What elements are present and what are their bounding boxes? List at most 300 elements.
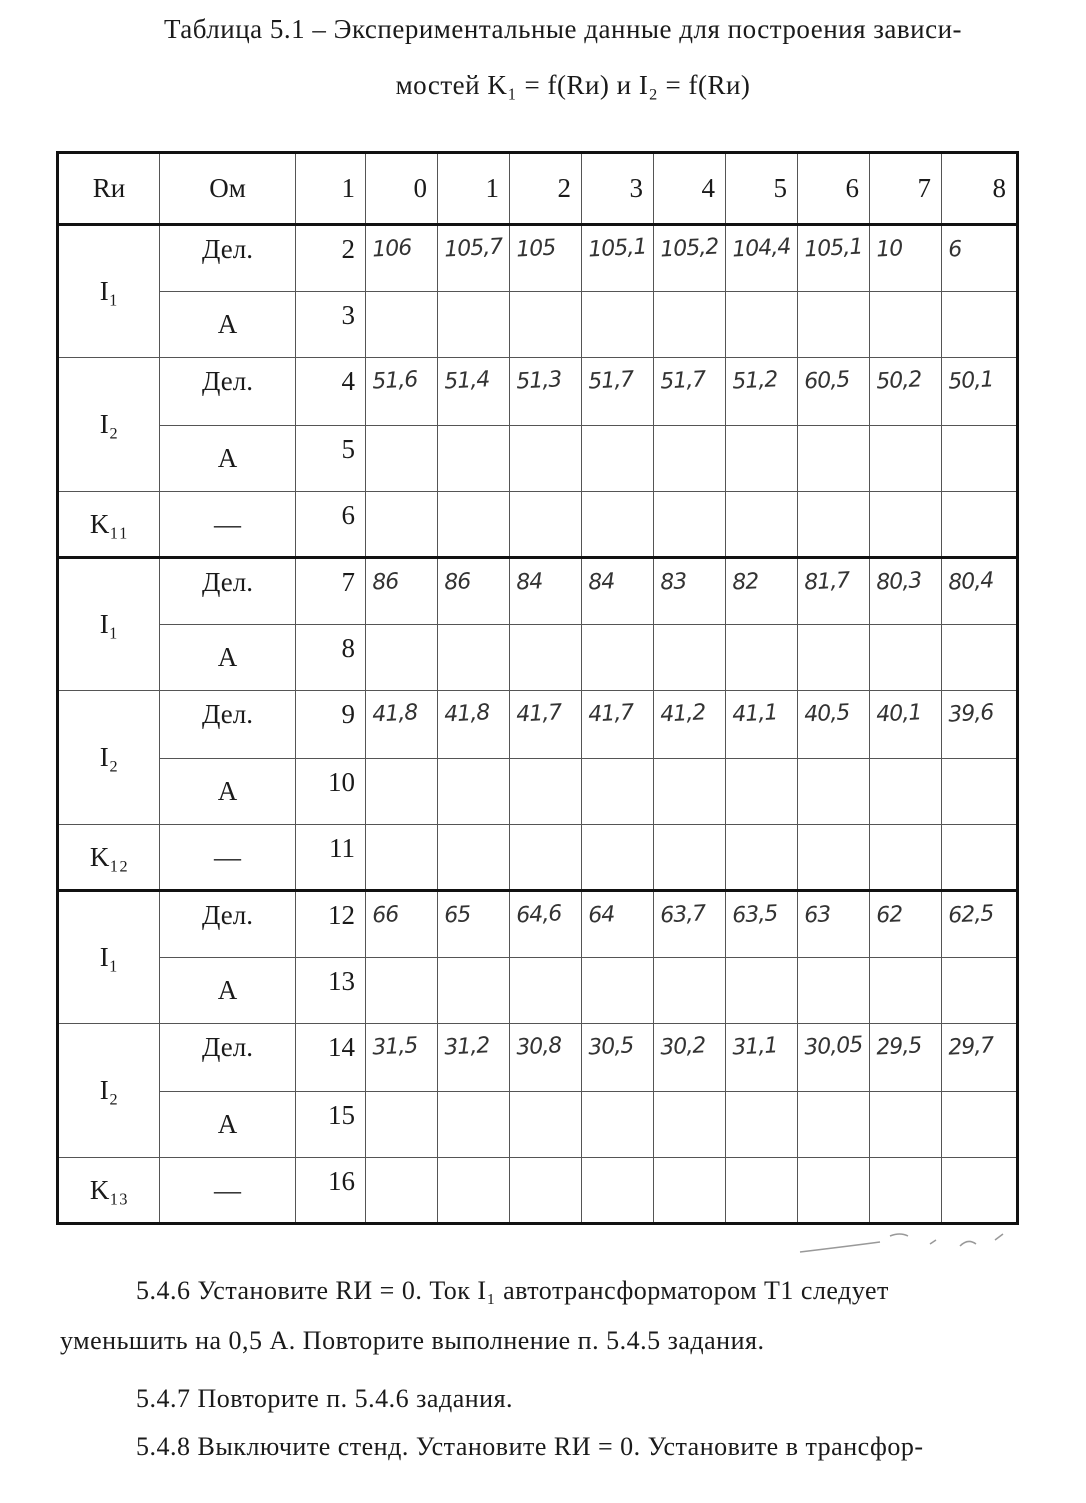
row-unit: Дел. (160, 691, 296, 759)
table-cell (438, 891, 510, 958)
handwritten-value: 65 (443, 902, 471, 929)
handwritten-value (438, 490, 509, 504)
table-cell (510, 691, 582, 759)
handwritten-value (942, 424, 1016, 438)
table-cell (438, 225, 510, 292)
pencil-scribble (790, 1222, 1030, 1262)
handwritten-value (438, 1156, 509, 1170)
handwritten-value (366, 956, 437, 970)
table-cell (438, 292, 510, 358)
row-quantity-label: I₂ (58, 1024, 160, 1158)
handwritten-value: 86 (443, 569, 471, 596)
handwritten-value: 30,8 (515, 1033, 562, 1061)
table-cell (654, 891, 726, 958)
table-cell (654, 625, 726, 691)
table-cell (438, 825, 510, 891)
table-cell (582, 292, 654, 358)
table-cell (654, 492, 726, 558)
table-cell (366, 891, 438, 958)
row-number: 16 (296, 1158, 366, 1224)
row-unit: А (160, 958, 296, 1024)
table-caption-line1: Таблица 5.1 – Экспериментальные данные для построения зависи- (163, 14, 963, 44)
handwritten-value (654, 424, 725, 438)
table-cell (582, 426, 654, 492)
handwritten-value: 51,7 (659, 367, 706, 395)
handwritten-value (870, 956, 941, 970)
handwritten-value (366, 1156, 437, 1170)
handwritten-value: 29,7 (947, 1033, 994, 1061)
handwritten-value: 29,5 (875, 1033, 922, 1061)
row-unit: А (160, 625, 296, 691)
table-row (58, 225, 1018, 292)
table-cell (510, 759, 582, 825)
table-cell (582, 891, 654, 958)
table-cell (366, 625, 438, 691)
table-cell (870, 358, 942, 426)
table-cell (654, 292, 726, 358)
table-cell (942, 492, 1018, 558)
table-cell (654, 426, 726, 492)
handwritten-value (726, 290, 797, 304)
table-cell (438, 1092, 510, 1158)
handwritten-value (870, 1156, 941, 1170)
table-cell (654, 1158, 726, 1224)
handwritten-value (366, 623, 437, 637)
table-cell (366, 292, 438, 358)
row-quantity-label: I₁ (58, 891, 160, 1024)
table-cell (870, 225, 942, 292)
handwritten-value (510, 490, 581, 504)
table-cell (366, 759, 438, 825)
row-unit: Дел. (160, 558, 296, 625)
table-cell (582, 958, 654, 1024)
table-cell (726, 691, 798, 759)
handwritten-value (438, 956, 509, 970)
handwritten-value: 105,1 (803, 234, 863, 263)
table-cell (366, 1158, 438, 1224)
table-cell (654, 825, 726, 891)
table-cell (510, 891, 582, 958)
handwritten-value (366, 1090, 437, 1104)
table-cell (654, 759, 726, 825)
handwritten-value (438, 823, 509, 837)
row-coefficient-label: K₁₃ (58, 1158, 160, 1224)
table-cell (798, 426, 870, 492)
handwritten-value (582, 757, 653, 771)
table-cell (366, 1024, 438, 1092)
table-cell (582, 1092, 654, 1158)
table-cell (654, 1024, 726, 1092)
header-rownum: 1 (296, 153, 366, 225)
table-cell (942, 292, 1018, 358)
handwritten-value: 60,5 (803, 367, 850, 395)
table-cell (726, 358, 798, 426)
table-cell (438, 1158, 510, 1224)
table-row (58, 426, 1018, 492)
table-cell (726, 426, 798, 492)
header-col: 6 (798, 153, 870, 225)
handwritten-value: 105,1 (587, 234, 647, 263)
row-unit: Дел. (160, 225, 296, 292)
handwritten-value: 64,6 (515, 901, 562, 929)
handwritten-value (798, 757, 869, 771)
handwritten-value: 86 (371, 569, 399, 596)
row-unit: А (160, 292, 296, 358)
handwritten-value: 83 (659, 569, 687, 596)
header-col: 7 (870, 153, 942, 225)
handwritten-value (582, 1156, 653, 1170)
row-number: 15 (296, 1092, 366, 1158)
handwritten-value (798, 1156, 869, 1170)
handwritten-value: 30,05 (803, 1032, 863, 1061)
table-cell (726, 625, 798, 691)
row-number: 10 (296, 759, 366, 825)
handwritten-value (654, 956, 725, 970)
table-cell (510, 625, 582, 691)
handwritten-value: 84 (587, 569, 615, 596)
handwritten-value (870, 623, 941, 637)
handwritten-value: 105,2 (659, 234, 719, 263)
row-unit: Дел. (160, 891, 296, 958)
table-cell (942, 558, 1018, 625)
table-cell (942, 1024, 1018, 1092)
handwritten-value (438, 1090, 509, 1104)
table-cell (438, 558, 510, 625)
table-cell (798, 292, 870, 358)
table-cell (366, 225, 438, 292)
table-cell (582, 691, 654, 759)
table-cell (582, 225, 654, 292)
table-cell (942, 225, 1018, 292)
table-cell (654, 558, 726, 625)
handwritten-value (510, 623, 581, 637)
row-quantity-label: I₁ (58, 558, 160, 691)
handwritten-value: 104,4 (731, 234, 791, 263)
table-cell (942, 891, 1018, 958)
handwritten-value (438, 424, 509, 438)
table-cell (870, 1024, 942, 1092)
handwritten-value (798, 490, 869, 504)
handwritten-value: 51,7 (587, 367, 634, 395)
row-quantity-label: I₂ (58, 358, 160, 492)
handwritten-value (942, 290, 1016, 304)
table-cell (798, 1024, 870, 1092)
table-cell (870, 292, 942, 358)
table-cell (870, 691, 942, 759)
row-coefficient-label: K₁₁ (58, 492, 160, 558)
table-row (58, 691, 1018, 759)
table-cell (726, 825, 798, 891)
table-cell (582, 558, 654, 625)
row-number: 9 (296, 691, 366, 759)
row-unit: Дел. (160, 1024, 296, 1092)
row-quantity-label: I₂ (58, 691, 160, 825)
table-cell (438, 958, 510, 1024)
table-cell (366, 558, 438, 625)
header-rin-label: Rи (58, 153, 160, 225)
handwritten-value: 10 (875, 236, 903, 263)
handwritten-value (726, 757, 797, 771)
table-row (58, 292, 1018, 358)
table-cell (366, 492, 438, 558)
table-cell (798, 891, 870, 958)
row-quantity-label: I₁ (58, 225, 160, 358)
handwritten-value (942, 623, 1016, 637)
handwritten-value (438, 757, 509, 771)
header-col: 5 (726, 153, 798, 225)
handwritten-value (654, 1156, 725, 1170)
handwritten-value (510, 1090, 581, 1104)
header-col: 8 (942, 153, 1018, 225)
handwritten-value (654, 757, 725, 771)
handwritten-value: 51,6 (371, 367, 418, 395)
handwritten-value: 30,2 (659, 1033, 706, 1061)
row-unit: А (160, 426, 296, 492)
table-cell (510, 426, 582, 492)
header-col: 1 (438, 153, 510, 225)
handwritten-value (798, 290, 869, 304)
handwritten-value (366, 757, 437, 771)
handwritten-value: 41,7 (587, 700, 634, 728)
table-cell (798, 225, 870, 292)
handwritten-value: 51,4 (443, 367, 490, 395)
handwritten-value: 105,7 (443, 234, 503, 263)
table-row (58, 958, 1018, 1024)
handwritten-value: 82 (731, 569, 759, 596)
table-cell (654, 358, 726, 426)
table-cell (582, 825, 654, 891)
handwritten-value (510, 956, 581, 970)
table-cell (654, 958, 726, 1024)
row-number: 6 (296, 492, 366, 558)
handwritten-value (798, 956, 869, 970)
table-cell (366, 958, 438, 1024)
row-unit: — (160, 492, 296, 558)
table-cell (438, 1024, 510, 1092)
handwritten-value: 40,5 (803, 700, 850, 728)
header-col: 4 (654, 153, 726, 225)
row-number: 13 (296, 958, 366, 1024)
table-cell (798, 358, 870, 426)
row-number: 8 (296, 625, 366, 691)
table-cell (510, 958, 582, 1024)
handwritten-value (510, 1156, 581, 1170)
handwritten-value: 50,1 (947, 367, 994, 395)
handwritten-value: 31,1 (731, 1033, 778, 1061)
header-unit-ohm: Ом (160, 153, 296, 225)
table-cell (510, 558, 582, 625)
table-cell (582, 358, 654, 426)
handwritten-value (366, 290, 437, 304)
handwritten-value: 50,2 (875, 367, 922, 395)
table-cell (942, 825, 1018, 891)
table-cell (582, 625, 654, 691)
handwritten-value: 41,1 (731, 700, 778, 728)
handwritten-value (726, 1156, 797, 1170)
table-cell (510, 358, 582, 426)
handwritten-value (366, 490, 437, 504)
handwritten-value (870, 424, 941, 438)
handwritten-value (582, 623, 653, 637)
table-cell (510, 292, 582, 358)
handwritten-value (798, 424, 869, 438)
handwritten-value (366, 823, 437, 837)
table-cell (366, 691, 438, 759)
handwritten-value (942, 757, 1016, 771)
handwritten-value (654, 290, 725, 304)
handwritten-value (510, 424, 581, 438)
table-row (58, 625, 1018, 691)
handwritten-value: 84 (515, 569, 543, 596)
handwritten-value: 81,7 (803, 568, 850, 596)
table-caption-line2: мостей K₁ = f(Rи) и I₂ = f(Rи) (395, 70, 751, 100)
table-cell (870, 891, 942, 958)
handwritten-value (798, 1090, 869, 1104)
table-cell (726, 292, 798, 358)
handwritten-value: 41,2 (659, 700, 706, 728)
handwritten-value (942, 1156, 1016, 1170)
table-cell (726, 1158, 798, 1224)
table-cell (438, 358, 510, 426)
row-number: 7 (296, 558, 366, 625)
handwritten-value: 62 (875, 902, 903, 929)
handwritten-value: 6 (947, 236, 962, 263)
handwritten-value (726, 1090, 797, 1104)
handwritten-value (870, 290, 941, 304)
handwritten-value: 63,5 (731, 901, 778, 929)
table-cell (438, 691, 510, 759)
table-cell (438, 625, 510, 691)
table-cell (870, 759, 942, 825)
row-number: 2 (296, 225, 366, 292)
handwritten-value: 63 (803, 902, 831, 929)
row-coefficient-label: K₁₂ (58, 825, 160, 891)
table-cell (582, 1158, 654, 1224)
row-number: 12 (296, 891, 366, 958)
handwritten-value: 39,6 (947, 700, 994, 728)
table-cell (798, 825, 870, 891)
table-cell (942, 1092, 1018, 1158)
handwritten-value: 80,3 (875, 568, 922, 596)
table-cell (726, 558, 798, 625)
table-cell (942, 759, 1018, 825)
table-cell (798, 1158, 870, 1224)
handwritten-value: 63,7 (659, 901, 706, 929)
handwritten-value: 41,8 (443, 700, 490, 728)
paragraph-5-4-6: 5.4.6 Установите RИ = 0. Ток I₁ автотрансформатором Т1 следует (136, 1276, 889, 1305)
table-cell (798, 492, 870, 558)
table-cell (654, 225, 726, 292)
table-cell (870, 426, 942, 492)
table-cell (942, 958, 1018, 1024)
table-row (58, 492, 1018, 558)
table-cell (438, 492, 510, 558)
handwritten-value: 105 (515, 235, 556, 263)
table-cell (798, 691, 870, 759)
table-row (58, 558, 1018, 625)
table-cell (726, 1024, 798, 1092)
row-unit: А (160, 759, 296, 825)
table-cell (366, 1092, 438, 1158)
handwritten-value (654, 623, 725, 637)
handwritten-value (942, 956, 1016, 970)
table-row (58, 759, 1018, 825)
table-cell (798, 958, 870, 1024)
handwritten-value (942, 490, 1016, 504)
handwritten-value (726, 623, 797, 637)
paragraph-5-4-6-cont: уменьшить на 0,5 А. Повторите выполнение п. 5.4.5 задания. (60, 1326, 765, 1355)
table-cell (798, 625, 870, 691)
handwritten-value (654, 1090, 725, 1104)
table-cell (654, 1092, 726, 1158)
handwritten-value (510, 290, 581, 304)
handwritten-value: 40,1 (875, 700, 922, 728)
row-number: 14 (296, 1024, 366, 1092)
paragraph-5-4-8: 5.4.8 Выключите стенд. Установите RИ = 0. Установите в трансфор- (136, 1432, 924, 1461)
table-header-row (58, 153, 1018, 225)
table-row (58, 1092, 1018, 1158)
row-number: 5 (296, 426, 366, 492)
handwritten-value: 30,5 (587, 1033, 634, 1061)
handwritten-value (870, 757, 941, 771)
handwritten-value (582, 424, 653, 438)
table-cell (510, 1092, 582, 1158)
table-cell (870, 958, 942, 1024)
table-cell (942, 358, 1018, 426)
table-cell (510, 1024, 582, 1092)
table-cell (366, 825, 438, 891)
table-cell (726, 225, 798, 292)
handwritten-value (582, 290, 653, 304)
table-cell (582, 759, 654, 825)
table-row (58, 891, 1018, 958)
table-cell (438, 759, 510, 825)
table-cell (942, 1158, 1018, 1224)
handwritten-value (870, 490, 941, 504)
header-col: 0 (366, 153, 438, 225)
table-cell (798, 1092, 870, 1158)
table-cell (870, 492, 942, 558)
handwritten-value: 31,2 (443, 1033, 490, 1061)
table-cell (942, 426, 1018, 492)
handwritten-value (726, 490, 797, 504)
handwritten-value (582, 956, 653, 970)
row-number: 4 (296, 358, 366, 426)
experimental-data-table (56, 151, 1019, 1225)
handwritten-value (438, 290, 509, 304)
row-number: 3 (296, 292, 366, 358)
table-cell (726, 492, 798, 558)
table-cell (366, 426, 438, 492)
table-cell (798, 558, 870, 625)
table-cell (510, 1158, 582, 1224)
handwritten-value (726, 956, 797, 970)
handwritten-value (726, 823, 797, 837)
table-cell (366, 358, 438, 426)
table-cell (726, 891, 798, 958)
table-row (58, 358, 1018, 426)
handwritten-value (510, 823, 581, 837)
handwritten-value (654, 823, 725, 837)
handwritten-value (582, 1090, 653, 1104)
row-unit: — (160, 825, 296, 891)
table-cell (510, 225, 582, 292)
handwritten-value (582, 823, 653, 837)
table-cell (582, 492, 654, 558)
table-cell (870, 625, 942, 691)
handwritten-value: 106 (371, 235, 412, 263)
handwritten-value (942, 1090, 1016, 1104)
